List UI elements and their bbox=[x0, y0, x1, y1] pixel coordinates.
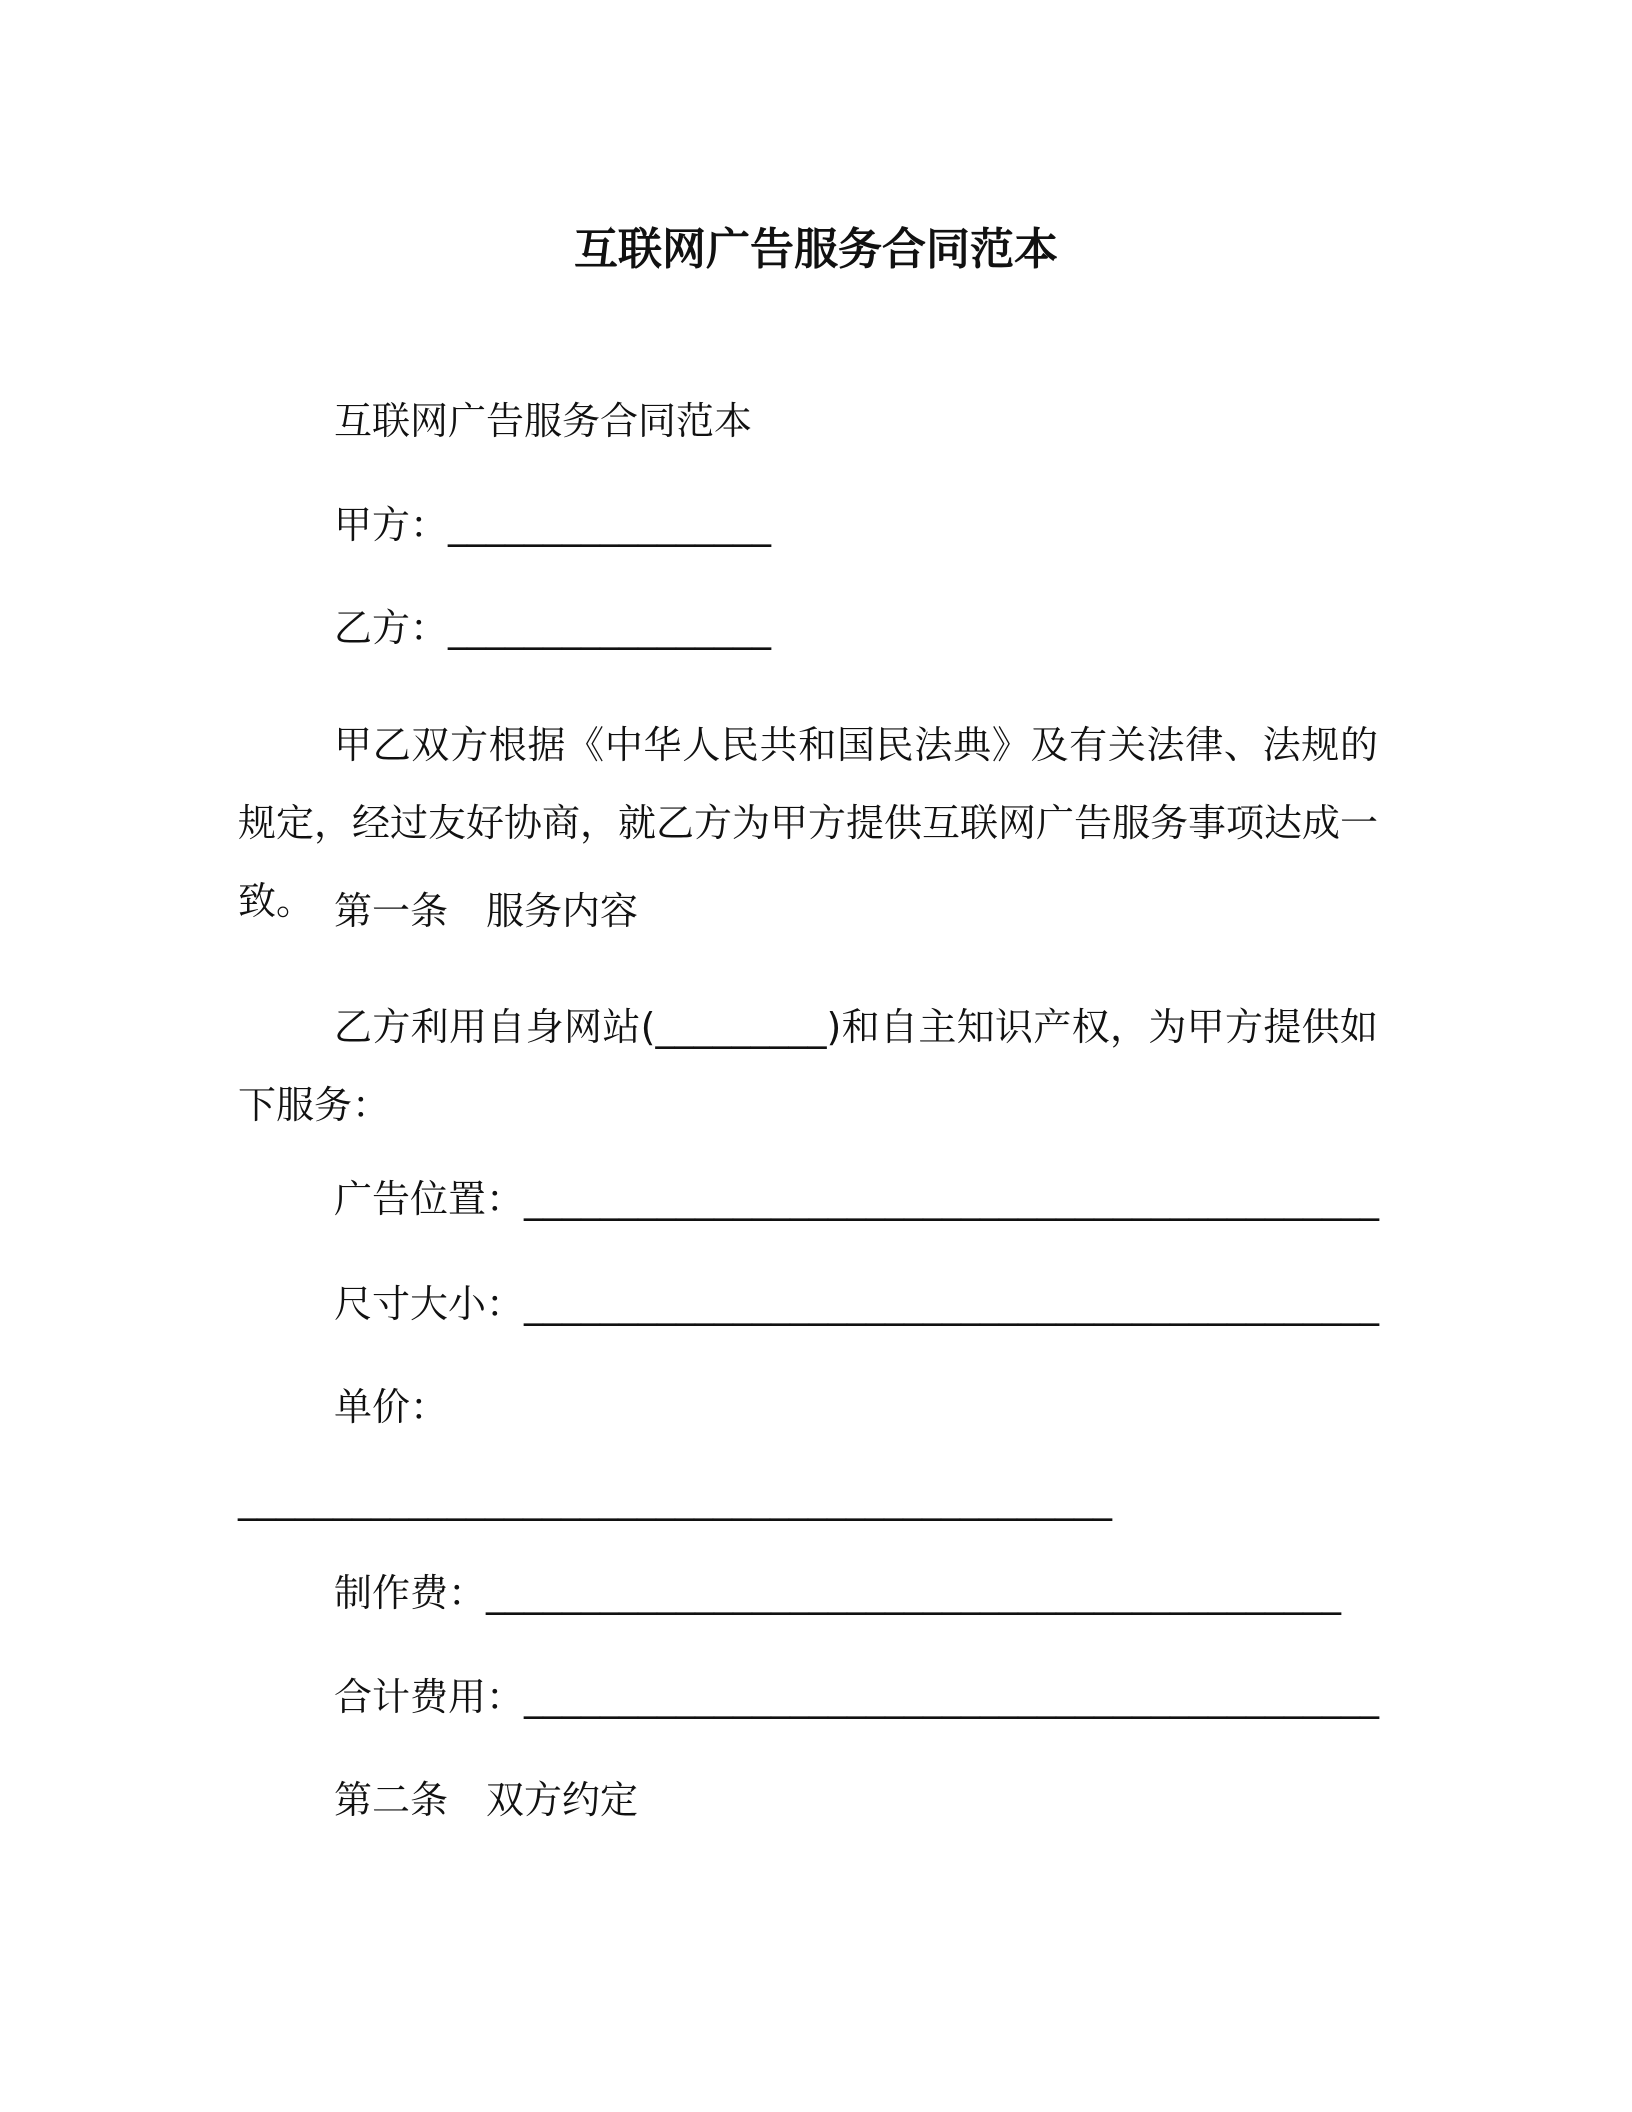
unit-price-blank: ______________________________________________ bbox=[238, 1477, 1112, 1521]
ad-position-line: 广告位置：_____________________________________________ bbox=[334, 1177, 1380, 1221]
party-a-line: 甲方：_________________ bbox=[334, 503, 772, 547]
unit-price-label: 单价： bbox=[334, 1385, 449, 1429]
ad-size-line: 尺寸大小：_____________________________________________ bbox=[334, 1282, 1380, 1326]
party-b-line: 乙方：_________________ bbox=[334, 606, 772, 650]
production-fee-line: 制作费：_____________________________________________ bbox=[334, 1571, 1342, 1615]
article1-heading: 第一条 服务内容 bbox=[334, 889, 639, 933]
document-subtitle: 互联网广告服务合同范本 bbox=[334, 399, 753, 443]
preamble-paragraph: 甲乙双方根据《中华人民共和国民法典》及有关法律、法规的规定，经过友好协商，就乙方为甲方提供互联网广告服务事项达成一致。 bbox=[238, 723, 1379, 923]
article1-body: 乙方利用自身网站(_________)和自主知识产权，为甲方提供如下服务： bbox=[238, 1005, 1378, 1127]
article2-heading: 第二条 双方约定 bbox=[334, 1778, 639, 1822]
document-title: 互联网广告服务合同范本 bbox=[574, 224, 1058, 275]
total-fee-line: 合计费用：_____________________________________________ bbox=[334, 1675, 1380, 1719]
